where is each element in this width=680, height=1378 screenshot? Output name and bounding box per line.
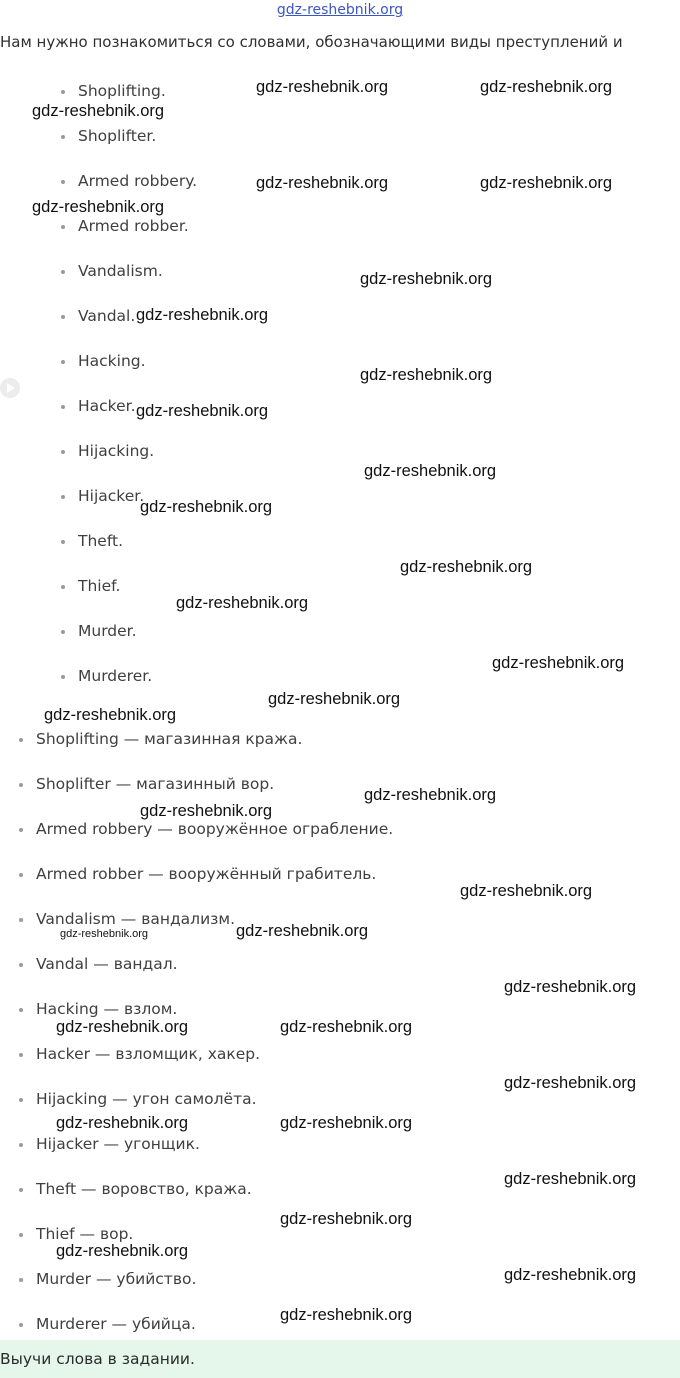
list-item (36, 955, 178, 973)
bullet-icon (61, 225, 65, 229)
bullet-icon (19, 918, 23, 922)
list-item (78, 667, 152, 685)
list-item (78, 172, 197, 190)
list-item-text: Shoplifting — магазинная кража. (36, 730, 303, 748)
list-item-text: Armed robber. (78, 217, 189, 235)
watermark: gdz-reshebnik.org (236, 922, 369, 940)
bullet-icon (61, 585, 65, 589)
watermark: gdz-reshebnik.org (360, 270, 493, 288)
list-item-text: Hacker. (78, 397, 136, 415)
bullet-icon (61, 450, 65, 454)
watermark: gdz-reshebnik.org (56, 1242, 189, 1260)
bullet-icon (19, 1233, 23, 1237)
list-item-text: Hijacker — угонщик. (36, 1135, 200, 1153)
list-item (36, 1135, 200, 1153)
bullet-icon (19, 738, 23, 742)
list-item (78, 82, 166, 100)
play-icon[interactable] (0, 378, 20, 398)
list-item-text: Hijacker. (78, 487, 145, 505)
bullet-icon (61, 405, 65, 409)
watermark: gdz-reshebnik.org (360, 366, 493, 384)
list-item-text: Armed robbery. (78, 172, 198, 190)
list-item (78, 127, 156, 145)
list-item-text: Armed robber — вооружённый грабитель. (36, 865, 377, 883)
watermark: gdz-reshebnik.org (176, 594, 309, 612)
list-item (36, 1180, 252, 1198)
list-item (36, 820, 393, 838)
bullet-icon (19, 783, 23, 787)
bullet-icon (61, 360, 65, 364)
bullet-icon (19, 1053, 23, 1057)
list-item (78, 532, 123, 550)
bullet-icon (61, 270, 65, 274)
watermark: gdz-reshebnik.org (280, 1306, 413, 1324)
list-item-text: Armed robbery — вооружённое ограбление. (36, 820, 394, 838)
list-item-text: Murderer — убийца. (36, 1315, 196, 1333)
list-item-text: Hijacking — угон самолёта. (36, 1090, 257, 1108)
list-item (78, 577, 120, 595)
intro-text: Нам нужно познакомиться со словами, обозначающими виды преступлений и (0, 33, 623, 51)
watermark: gdz-reshebnik.org (44, 706, 177, 724)
watermark: gdz-reshebnik.org (60, 928, 149, 940)
watermark: gdz-reshebnik.org (280, 1114, 413, 1132)
list-item (78, 442, 154, 460)
list-item (36, 1045, 260, 1063)
list-item (36, 775, 274, 793)
watermark: gdz-reshebnik.org (504, 1074, 637, 1092)
list-item (36, 1270, 196, 1288)
list-item-text: Theft. (78, 532, 124, 550)
bullet-icon (61, 630, 65, 634)
list-item (36, 1225, 133, 1243)
list-item-text: Theft — воровство, кража. (36, 1180, 252, 1198)
list-item (36, 865, 376, 883)
watermark: gdz-reshebnik.org (268, 690, 401, 708)
site-header-link[interactable]: gdz-reshebnik.org (276, 2, 404, 18)
watermark: gdz-reshebnik.org (140, 498, 273, 516)
list-item-text: Hacking — взлом. (36, 1000, 178, 1018)
watermark: gdz-reshebnik.org (492, 654, 625, 672)
bullet-icon (19, 1278, 23, 1282)
bullet-icon (19, 873, 23, 877)
bullet-icon (19, 1188, 23, 1192)
watermark: gdz-reshebnik.org (364, 786, 497, 804)
list-item (78, 622, 137, 640)
list-item (36, 1315, 196, 1333)
watermark: gdz-reshebnik.org (136, 402, 269, 420)
bullet-icon (19, 1143, 23, 1147)
watermark: gdz-reshebnik.org (280, 1018, 413, 1036)
bullet-icon (19, 828, 23, 832)
watermark: gdz-reshebnik.org (460, 882, 593, 900)
footer-note: Выучи слова в задании. (0, 1340, 680, 1378)
list-item (36, 730, 302, 748)
list-item-text: Murderer. (78, 667, 153, 685)
list-item-text: Vandalism — вандализм. (36, 910, 236, 928)
list-item-text: Shoplifter — магазинный вор. (36, 775, 275, 793)
list-item-text: Hacker — взломщик, хакер. (36, 1045, 261, 1063)
list-item-text: Murder. (78, 622, 137, 640)
watermark: gdz-reshebnik.org (136, 306, 269, 324)
list-item (36, 910, 235, 928)
watermark: gdz-reshebnik.org (56, 1018, 189, 1036)
bullet-icon (19, 1098, 23, 1102)
watermark: gdz-reshebnik.org (504, 1170, 637, 1188)
bullet-icon (61, 495, 65, 499)
bullet-icon (61, 540, 65, 544)
list-item-text: Hijacking. (78, 442, 155, 460)
list-item-text: Thief. (78, 577, 121, 595)
bullet-icon (19, 1323, 23, 1327)
list-item-text: Murder — убийство. (36, 1270, 197, 1288)
list-item (78, 307, 135, 325)
list-item-text: Vandalism. (78, 262, 163, 280)
list-item (36, 1000, 177, 1018)
watermark: gdz-reshebnik.org (32, 198, 165, 216)
watermark: gdz-reshebnik.org (400, 558, 533, 576)
watermark: gdz-reshebnik.org (56, 1114, 189, 1132)
watermark: gdz-reshebnik.org (280, 1210, 413, 1228)
bullet-icon (61, 135, 65, 139)
list-item (36, 1090, 257, 1108)
list-item-text: Vandal. (78, 307, 136, 325)
watermark: gdz-reshebnik.org (256, 174, 389, 192)
list-item-text: Shoplifter. (78, 127, 157, 145)
list-item (78, 397, 136, 415)
watermark: gdz-reshebnik.org (480, 174, 613, 192)
list-item-text: Thief — вор. (36, 1225, 134, 1243)
list-item (78, 487, 144, 505)
list-item (78, 352, 146, 370)
watermark: gdz-reshebnik.org (256, 78, 389, 96)
watermark: gdz-reshebnik.org (32, 102, 165, 120)
bullet-icon (61, 90, 65, 94)
bullet-icon (19, 963, 23, 967)
watermark: gdz-reshebnik.org (504, 1266, 637, 1284)
bullet-icon (61, 675, 65, 679)
watermark: gdz-reshebnik.org (140, 802, 273, 820)
bullet-icon (61, 315, 65, 319)
watermark: gdz-reshebnik.org (480, 78, 613, 96)
list-item (78, 262, 163, 280)
list-item-text: Shoplifting. (78, 82, 166, 100)
watermark: gdz-reshebnik.org (504, 978, 637, 996)
list-item-text: Hacking. (78, 352, 146, 370)
bullet-icon (61, 180, 65, 184)
list-item-text: Vandal — вандал. (36, 955, 178, 973)
watermark: gdz-reshebnik.org (364, 462, 497, 480)
list-item (78, 217, 189, 235)
bullet-icon (19, 1008, 23, 1012)
